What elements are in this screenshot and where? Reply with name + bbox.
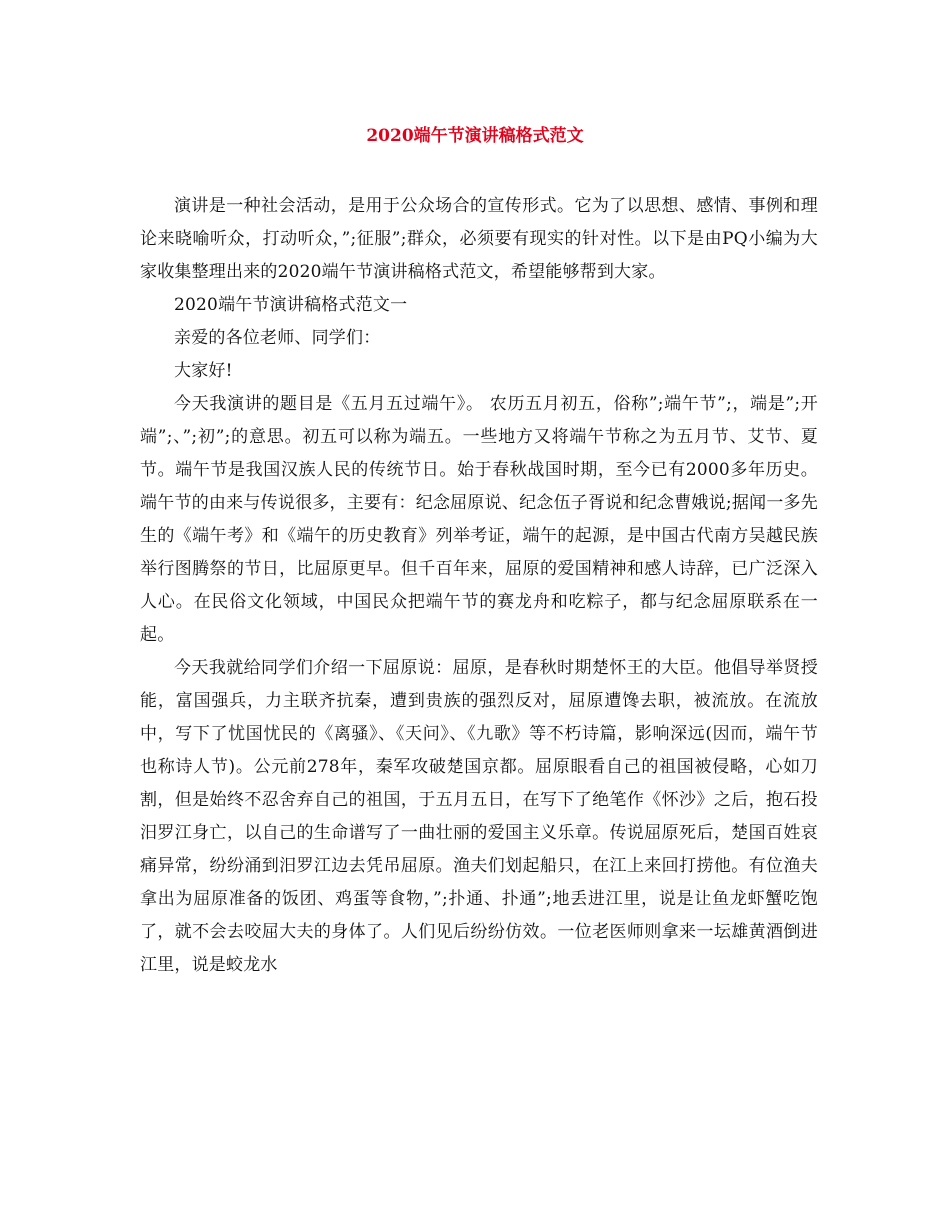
paragraph-quyuan: 今天我就给同学们介绍一下屈原说：屈原，是春秋时期楚怀王的大臣。他倡导举贤授能，富国强兵，力主联齐抗秦，遭到贵族的强烈反对，屈原遭馋去职，被流放。在流放中，写下了忧国忧民的《离骚》、《天问》、《九歌》等不朽诗篇，影响深远(因而，端午节也称诗人节)。公元前278年，秦军攻破楚国京都。屈原眼看自己的祖国被侵略，心如刀割，但是始终不忍舍弃自己的祖国，于五月五日，在写下了绝笔作《怀沙》之后，抱石投汨罗江身亡，以自己的生命谱写了一曲壮丽的爱国主义乐章。传说屈原死后，楚国百姓哀痛异常，纷纷涌到汨罗江边去凭吊屈原。渔夫们划起船只，在江上来回打捞他。有位渔夫拿出为屈原准备的饭团、鸡蛋等食物，”;扑通、扑通”;地丢进江里，说是让鱼龙虾蟹吃饱了，就不会去咬屈大夫的身体了。人们见后纷纷仿效。一位老医师则拿来一坛雄黄酒倒进江里，说是蛟龙水: [140, 658, 818, 975]
paragraph-salutation: 亲爱的各位老师、同学们：: [174, 328, 381, 348]
paragraph-heading: 2020端午节演讲稿格式范文一: [174, 295, 408, 315]
document-title: 2020端午节演讲稿格式范文: [366, 126, 584, 146]
paragraph-intro: 演讲是一种社会活动，是用于公众场合的宣传形式。它为了以思想、感情、事例和理论来晓喻听众，打动听众，”;征服”;群众，必须要有现实的针对性。以下是由PQ小编为大家收集整理出来的2020端午节演讲稿格式范文，希望能够帮到大家。: [140, 196, 818, 282]
document-body: [140, 190, 818, 982]
paragraph-greeting: 大家好!: [174, 361, 233, 381]
paragraph-topic: 今天我演讲的题目是《五月五过端午》。 农历五月初五，俗称”;端午节”;，端是”;开端”;、”;初”;的意思。初五可以称为端五。一些地方又将端午节称之为五月节、艾节、夏节。端午节是我国汉族人民的传统节日。始于春秋战国时期，至今已有2000多年历史。端午节的由来与传说很多，主要有：纪念屈原说、纪念伍子胥说和纪念曹娥说;据闻一多先生的《端午考》和《端午的历史教育》列举考证，端午的起源，是中国古代南方吴越民族举行图腾祭的节日，比屈原更早。但千百年来，屈原的爱国精神和感人诗辞，已广泛深入人心。在民俗文化领域，中国民众把端午节的赛龙舟和吃粽子，都与纪念屈原联系在一起。: [140, 394, 818, 645]
